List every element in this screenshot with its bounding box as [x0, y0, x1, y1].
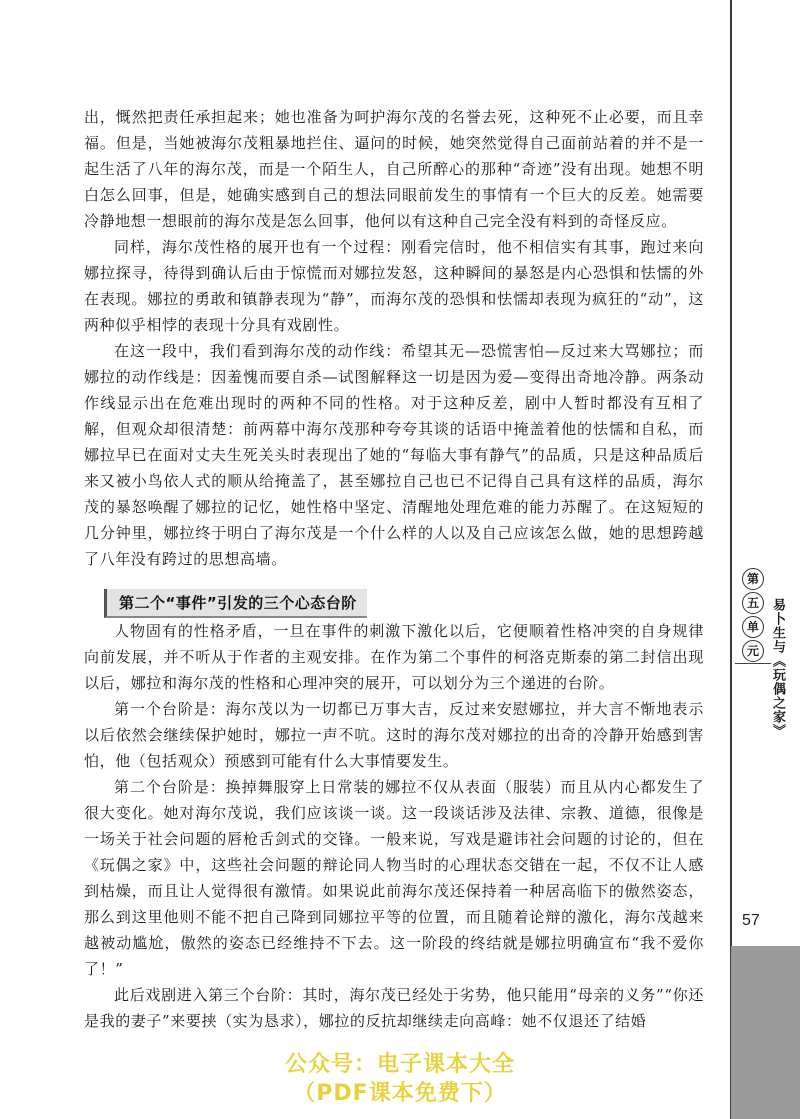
page-number: 57	[742, 912, 760, 929]
section-heading: 第二个“事件”引发的三个心态台阶	[104, 589, 367, 618]
unit-divider	[735, 663, 771, 664]
unit-char: 第	[742, 568, 764, 590]
running-title: 易卜生与《玩偶之家》	[770, 598, 785, 738]
unit-char: 五	[742, 592, 764, 614]
paragraph: 同样，海尔茂性格的展开也有一个过程：刚看完信时，他不相信实有其事，跑过来向娜拉探寻，待得到确认后由于惊慌而对娜拉发怒，这种瞬间的暴怒是内心恐惧和怯懦的外在表现。娜拉的勇敢和镇静表现为“静”，而海尔茂的恐惧和怯懦却表现为疯狂的“动”，这两种似乎相悖的表现十分具有戏剧性。	[84, 238, 704, 334]
watermark-line-2: （PDF课本免费下）	[293, 1081, 507, 1106]
unit-char: 单	[742, 616, 764, 638]
paragraph: 第一个台阶是：海尔茂以为一切都已万事大吉，反过来安慰娜拉，并大言不惭地表示以后依然会继续保护她时，娜拉一声不吭。这时的海尔茂对娜拉的出奇的冷静开始感到害怕，他（包括观众）预感到可能有什么大事情要发生。	[84, 700, 704, 770]
body-text-top	[84, 104, 704, 572]
watermark-line-1: 公众号：电子课本大全	[284, 1052, 515, 1077]
paragraph: 出，慨然把责任承担起来；她也准备为呵护海尔茂的名誉去死，这种死不止必要，而且幸福。但是，当她被海尔茂粗暴地拦住、逼问的时候，她突然觉得自己面前站着的并不是一起生活了八年的海尔茂，而是一个陌生人，自己所醉心的那种“奇迹”没有出现。她想不明白怎么回事，但是，她确实感到自己的想法同眼前发生的事情有一个巨大的反差。她需要冷静地想一想眼前的海尔茂是怎么回事，他何以有这种自己完全没有料到的奇怪反应。	[84, 108, 704, 230]
body-text-bottom	[84, 618, 704, 1034]
paragraph: 此后戏剧进入第三个台阶：其时，海尔茂已经处于劣势，他只能用“母亲的义务”“你还是我的妻子”来要挟（实为恳求），娜拉的反抗却继续走向高峰：她不仅退还了结婚	[84, 986, 704, 1030]
paragraph: 在这一段中，我们看到海尔茂的动作线：希望其无—恐慌害怕—反过来大骂娜拉；而娜拉的动作线是：因羞愧而要自杀—试图解释这一切是因为爱—变得出奇地冷静。两条动作线显示出在危难出现时的两种不同的性格。对于这种反差，剧中人暂时都没有互相了解，但观众却很清楚：前两幕中海尔茂那种夸夸其谈的话语中掩盖着他的怯懦和自私，而娜拉早已在面对丈夫生死关头时表现出了她的“每临大事有静气”的品质，只是这种品质后来又被小鸟依人式的顺从给掩盖了，甚至娜拉自己也已不记得自己具有这样的品质，海尔茂的暴怒唤醒了娜拉的记忆，她性格中坚定、清醒地处理危难的能力苏醒了。在这短短的几分钟里，娜拉终于明白了海尔茂是一个什么样的人以及自己应该怎么做，她的思想跨越了八年没有跨过的思想高墙。	[84, 342, 704, 568]
unit-char: 元	[742, 640, 764, 662]
unit-label	[740, 568, 766, 664]
paragraph: 人物固有的性格矛盾，一旦在事件的刺激下激化以后，它便顺着性格冲突的自身规律向前发展，并不听从于作者的主观安排。在作为第二个事件的柯洛克斯泰的第二封信出现以后，娜拉和海尔茂的性格和心理冲突的展开，可以划分为三个递进的台阶。	[84, 622, 704, 692]
paragraph: 第二个台阶是：换掉舞服穿上日常装的娜拉不仅从表面（服装）而且从内心都发生了很大变化。她对海尔茂说，我们应该谈一谈。这一段谈话涉及法律、宗教、道德，很像是一场关于社会问题的唇枪舌剑式的交锋。一般来说，写戏是避讳社会问题的讨论的，但在《玩偶之家》中，这些社会问题的辩论同人物当时的心理状态交错在一起，不仅不让人感到枯燥，而且让人觉得很有激情。如果说此前海尔茂还保持着一种居高临下的傲然姿态，那么到这里他则不能不把自己降到同娜拉平等的位置，而且随着论辩的激化，海尔茂越来越被动尴尬，傲然的姿态已经维持不下去。这一阶段的终结就是娜拉明确宣布“我不爱你了！”	[84, 778, 704, 978]
